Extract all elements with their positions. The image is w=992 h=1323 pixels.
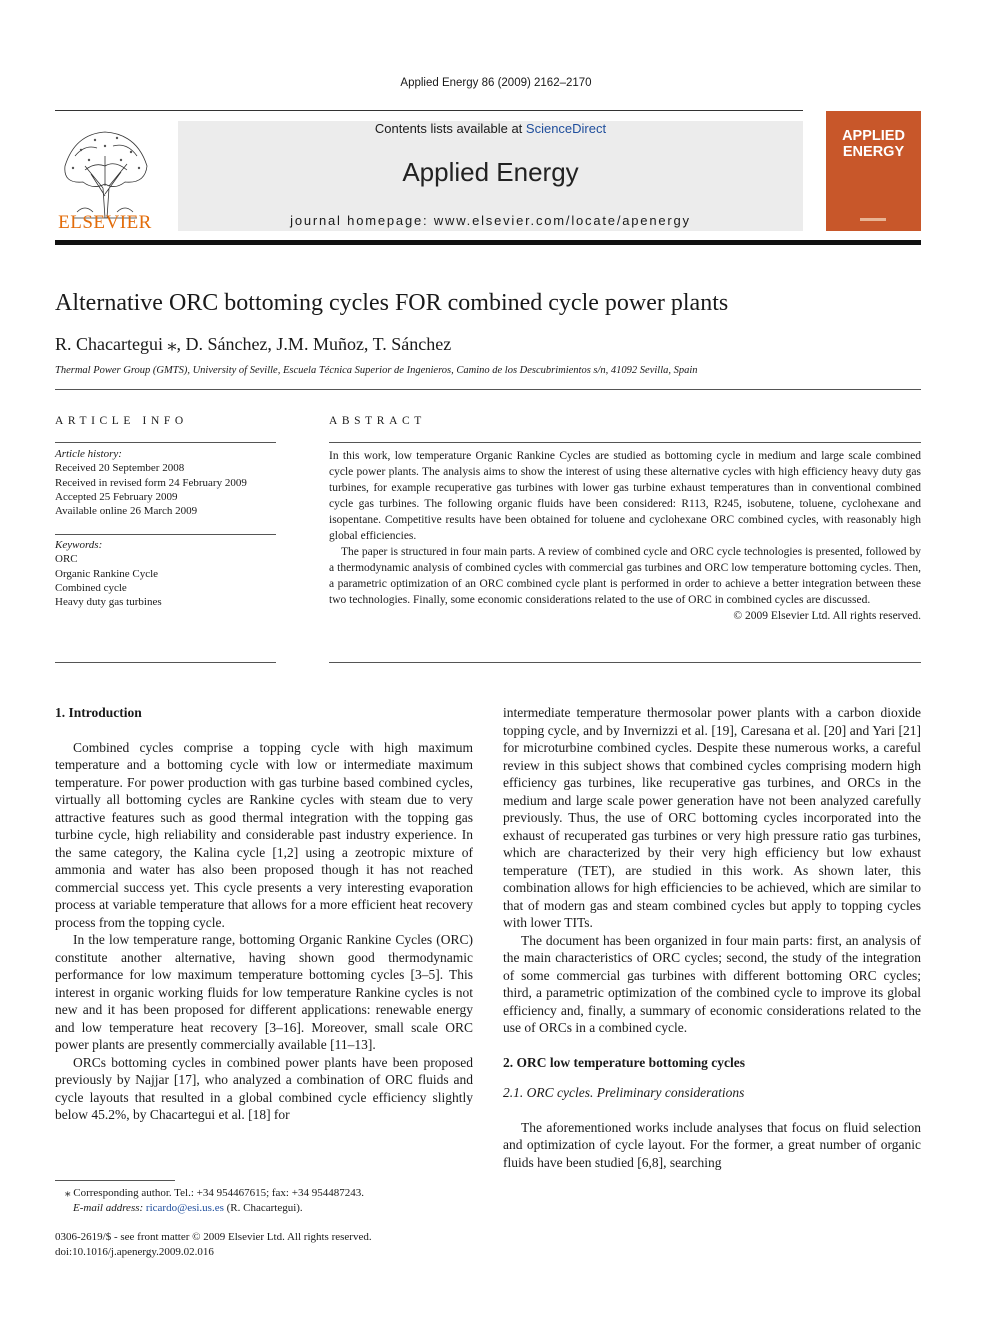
keyword-item: ORC — [55, 553, 78, 566]
history-revised: Received in revised form 24 February 2009 — [55, 476, 247, 489]
footnote — [55, 1186, 473, 1215]
section-heading-orc: 2. ORC low temperature bottoming cycles — [503, 1054, 745, 1070]
header-rule — [55, 110, 803, 111]
affiliation-rule — [55, 389, 921, 390]
history-online: Available online 26 March 2009 — [55, 505, 198, 518]
keywords — [55, 538, 276, 609]
cover-decoration — [860, 218, 886, 221]
author-list: R. Chacartegui ⁎, D. Sánchez, J.M. Muñoz, T. Sánchez — [55, 334, 452, 354]
issn-line: 0306-2619/$ - see front matter © 2009 Elsevier Ltd. All rights reserved. — [55, 1231, 372, 1243]
article-info-heading: ARTICLE INFO — [55, 415, 188, 427]
history-label: Article history: — [55, 448, 122, 460]
body-paragraph: The document has been organized in four main parts: first, an analysis of the main characteristics of ORC cycles; second, the study of the integration of some commercial gas turbines with different bottoming ORC cycles; third, a parametric optimization of the combined cycle to improve its global efficiency and, finally, a summary of economic considerations related to the use of ORCs in a combined cycle. — [503, 932, 921, 1035]
body-paragraph: intermediate temperature thermosolar power plants with a carbon dioxide topping cycle, and by Invernizzi et al. [19], Caresana et al. [20] and Yari [21] for microturbine combined cycles. Despite these numerous works, a careful review in this subject shows that combined cycles comprising modern high efficiency gas turbines, like recuperative gas turbines, and ORCs in the medium and large scale power generation have not been analyzed carefully previously. Thus, the use of ORC bottoming cycles incorporated into the exhaust of recuperated gas turbines or very high pressure ratio gas turbines, which are characterized by their very high efficiency but low exhaust temperature (TET), are studied in this work. As shown later, this combination allows for high efficiencies to be achieved, which are similar to that of modern gas and steam combined cycles but apply to topping cycles with lower TITs. — [503, 705, 921, 930]
header-thick-rule — [55, 240, 921, 245]
affiliation: Thermal Power Group (GMTS), University of Seville, Escuela Técnica Superior de Ingenieros, Camino de los Descubrimientos s/n, 41092 Sevilla, Spain — [55, 365, 698, 376]
email-line: E-mail address: ricardo@esi.us.es (R. Chacartegui). — [73, 1201, 303, 1214]
body-paragraph: Combined cycles comprise a topping cycle with high maximum temperature and a bottoming cycle with low or intermediate maximum temperature. For power production with gas turbine based combined cycles, virtually all bottoming cycles are Rankine cycles with steam due to very attractive features such as good thermal integration with the topping gas turbine cycle, high reliability and considerable past industry experience. In the same category, the Kalina cycle [1,2] using a zeotropic mixture of ammonia and water has also been proposed though it has not reached commercial success yet. This cycle presents a very interesting evaporation process at variable temperature that allows for a more efficient heat recovery process from the topping cycle. — [55, 739, 473, 930]
info-rule-top — [55, 442, 276, 443]
info-rule-bottom — [55, 662, 276, 663]
info-rule-middle — [55, 534, 276, 535]
article-history — [55, 447, 276, 518]
cover-title: APPLIED ENERGY — [842, 128, 905, 160]
doi-line[interactable]: doi:10.1016/j.apenergy.2009.02.016 — [55, 1245, 214, 1258]
abstract-copyright: © 2009 Elsevier Ltd. All rights reserved. — [733, 610, 921, 622]
footnote-rule — [55, 1180, 175, 1181]
front-matter — [55, 1230, 372, 1259]
abstract-paragraph: In this work, low temperature Organic Rankine Cycles are studied as bottoming cycle in medium and large scale combined cycle power plants. The analysis aims to show the interest of using these alternative cycles with high efficiency heavy duty gas turbines, for example recuperative gas turbines with lower gas turbine exhaust temperatures than in conventional combined cycle gas turbines. The following organic fluids have been considered: R113, R245, isobutene, toluene, cyclohexane and isopentane. Competitive results have been obtained for toluene and cyclohexane ORC combined cycles, with reasonably high global efficiencies. — [329, 450, 921, 542]
abstract-heading: ABSTRACT — [329, 415, 426, 427]
section-heading-introduction: 1. Introduction — [55, 705, 142, 720]
journal-citation: Applied Energy 86 (2009) 2162–2170 — [400, 77, 592, 89]
body-column-left — [55, 704, 473, 1124]
keyword-item: Combined cycle — [55, 581, 127, 594]
body-paragraph: In the low temperature range, bottoming Organic Rankine Cycles (ORC) constitute another alternative, having shown good thermodynamic performance for low maximum temperature bottoming cycles [3–5]. This interest in organic working fluids for low temperature Rankine cycles is not new and it has been proposed for different applications: renewable energy and low temperature heat recovery [3–16]. Moreover, small scale ORC power plants are presently commercially available [11–13]. — [55, 932, 473, 1052]
corresponding-author: ⁎ Corresponding author. Tel.: +34 954467615; fax: +34 954487243. — [65, 1187, 364, 1199]
abstract-paragraph: The paper is structured in four main parts. A review of combined cycle and ORC cycle technologies is presented, followed by a thermodynamic analysis of combined cycles with commercial gas turbines and ORC low temperature bottoming cycles. Then, a parametric optimization of an ORC combined cycle plant is performed in order to achieve a better integration between these two technologies. Finally, some economic considerations related to the use of ORC in combined cycles are discussed. — [329, 546, 921, 606]
history-accepted: Accepted 25 February 2009 — [55, 490, 178, 503]
history-received: Received 20 September 2008 — [55, 462, 185, 475]
abstract-body — [329, 448, 921, 624]
keyword-item: Heavy duty gas turbines — [55, 596, 162, 609]
abstract-rule-top — [329, 442, 921, 443]
article-title: Alternative ORC bottoming cycles FOR combined cycle power plants — [55, 290, 729, 316]
body-column-right — [503, 704, 921, 1171]
journal-title: Applied Energy — [402, 157, 579, 187]
journal-homepage[interactable]: journal homepage: www.elsevier.com/locate/apenergy — [290, 213, 691, 228]
sciencedirect-link[interactable]: ScienceDirect — [525, 121, 607, 136]
keywords-label: Keywords: — [55, 539, 103, 551]
email-link[interactable]: ricardo@esi.us.es — [145, 1201, 224, 1214]
contents-available-line: Contents lists available at ScienceDirect — [374, 121, 607, 136]
subsection-heading: 2.1. ORC cycles. Preliminary considerations — [503, 1085, 745, 1100]
elsevier-wordmark: ELSEVIER — [58, 212, 152, 233]
body-paragraph: ORCs bottoming cycles in combined power plants have been proposed previously by Najjar [17], who analyzed a combination of ORC fluids and cycle layouts that resulted in a global combined cycle efficiency slightly below 45.2%, by Chacartegui et al. [18] for — [55, 1054, 473, 1122]
keyword-item: Organic Rankine Cycle — [55, 567, 159, 580]
body-paragraph: The aforementioned works include analyses that focus on fluid selection and optimization of cycle layout. For the former, a great number of organic fluids have been studied [6,8], searching — [503, 1119, 921, 1170]
abstract-rule-bottom — [329, 662, 921, 663]
